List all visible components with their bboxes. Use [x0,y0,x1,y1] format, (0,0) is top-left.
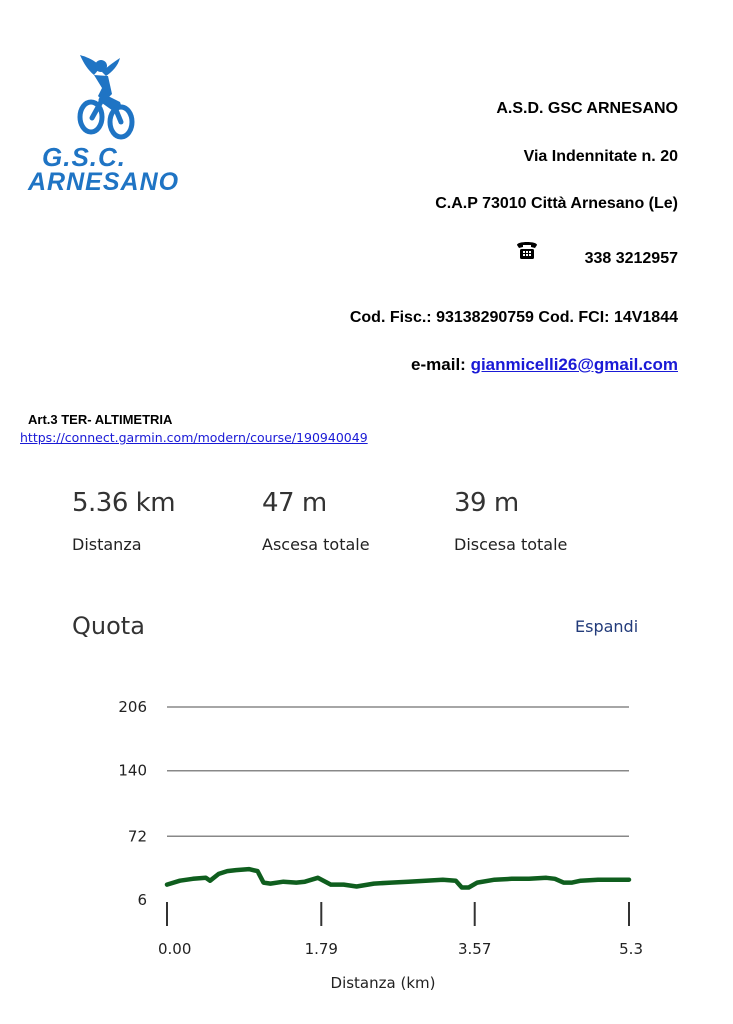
logo-text-line2: ARNESANO [28,168,180,196]
email-label: e-mail: [411,355,471,374]
distance-value: 5.36 km [72,488,176,518]
ascent-value: 47 m [262,488,327,518]
y-tick-label: 72 [127,827,147,846]
x-axis-label: Distanza (km) [330,974,436,992]
y-tick-label: 140 [118,761,147,780]
logo-text-line1: G.S.C. [42,142,127,172]
x-tick-label: 5.3 [619,940,643,958]
org-name: A.S.D. GSC ARNESANO [496,100,678,117]
elevation-line [167,869,629,887]
course-link[interactable]: https://connect.garmin.com/modern/course/190940049 [20,430,368,445]
descent-label: Discesa totale [454,535,568,554]
cyclist-icon [28,50,188,145]
distance-label: Distanza [72,535,142,554]
expand-button[interactable]: Espandi [575,617,639,636]
address: Via Indennitate n. 20 [523,148,678,165]
y-tick-label: 206 [118,698,147,716]
descent-value: 39 m [454,488,519,518]
y-tick-label: 6 [137,891,147,909]
club-logo [28,50,188,200]
elevation-chart [0,670,733,1000]
phone-number: 338 3212957 [584,250,678,267]
city: C.A.P 73010 Città Arnesano (Le) [435,195,678,212]
elevation-title: Quota [72,612,145,640]
section-title: Art.3 TER- ALTIMETRIA [28,412,173,427]
email-line [411,355,678,375]
telephone-icon [515,239,539,261]
tax-codes: Cod. Fisc.: 93138290759 Cod. FCI: 14V1844 [349,309,678,326]
x-tick-label: 0.00 [158,940,192,958]
email-link[interactable]: gianmicelli26@gmail.com [470,355,678,374]
ascent-label: Ascesa totale [262,535,370,554]
x-tick-label: 3.57 [458,940,492,958]
x-tick-label: 1.79 [304,940,338,958]
